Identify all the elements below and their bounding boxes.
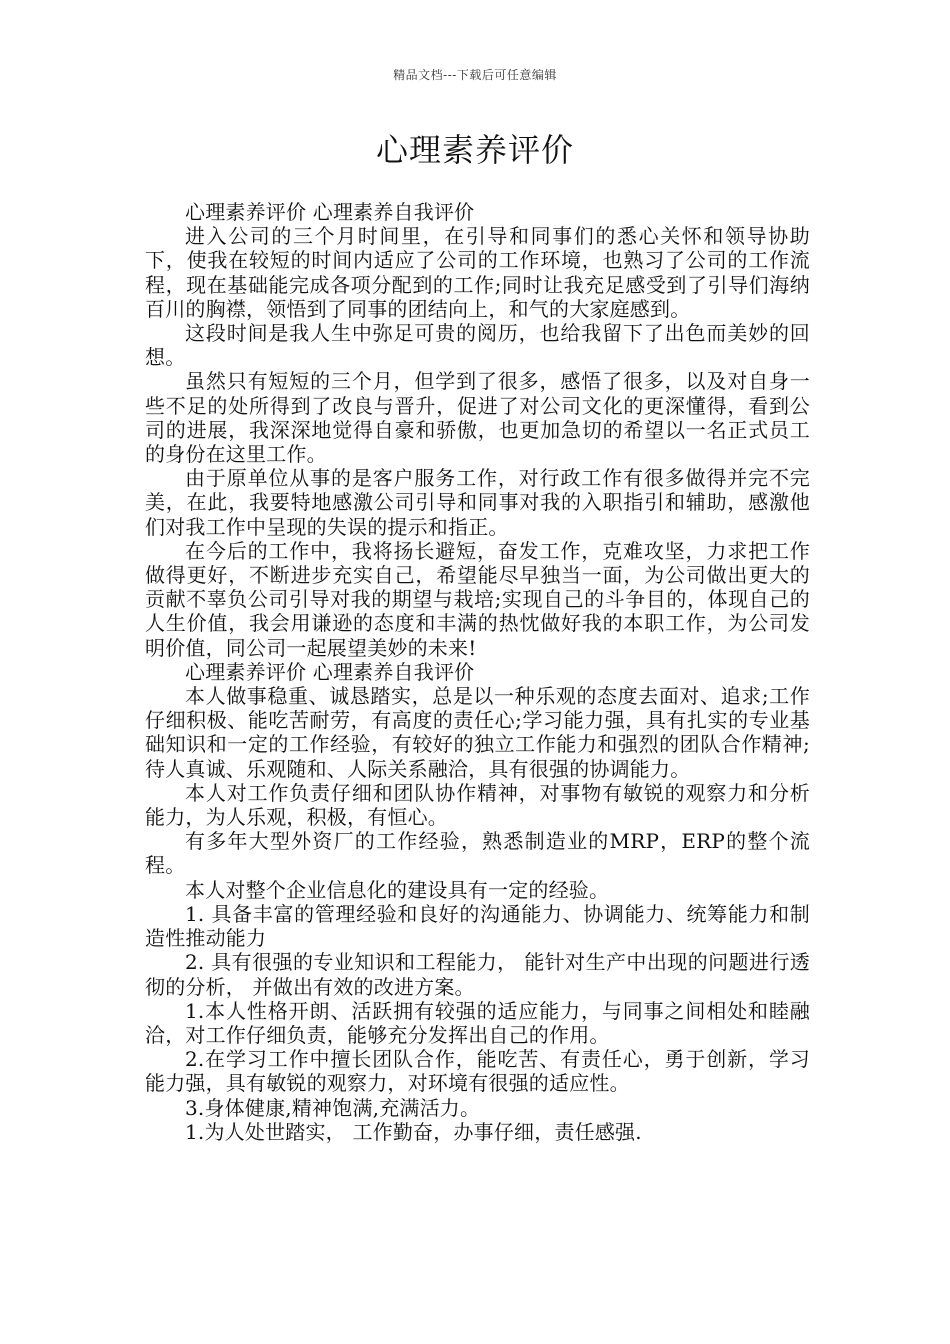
paragraph-subheading-2: 心理素养评价 心理素养自我评价 bbox=[185, 659, 475, 684]
paragraph: 在今后的工作中，我将扬长避短，奋发工作，克难攻坚，力求把工作做得更好，不断进步充实自己，希望能尽早独当一面，为公司做出更大的贡献不辜负公司引导对我的期望与栽培;实现自己的斗争目的，体现自己的人生价值，我会用谦逊的态度和丰满的热忱做好我的本职工作，为公司发明价值，同公司一起展望美妙的未来! bbox=[145, 538, 810, 660]
paragraph: 本人对整个企业信息化的建设具有一定的经验。 bbox=[185, 877, 610, 902]
paragraph-subheading-1: 心理素养评价 心理素养自我评价 bbox=[185, 200, 475, 224]
paragraph: 进入公司的三个月时间里，在引导和同事们的悉心关怀和领导协助下，使我在较短的时间内适应了公司的工作环境，也熟习了公司的工作流程，现在基础能完成各项分配到的工作;同时让我充足感受到了引导们海纳百川的胸襟，领悟到了同事的团结向上，和气的大家庭感到。 bbox=[145, 224, 810, 321]
paragraph: 本人对工作负责仔细和团队协作精神，对事物有敏锐的观察力和分析能力，为人乐观，积极，有恒心。 bbox=[145, 780, 810, 830]
list-item: 2. 具有很强的专业知识和工程能力， 能针对生产中出现的问题进行透彻的分析， 并做出有效的改进方案。 bbox=[145, 950, 810, 999]
paragraph: 有多年大型外资厂的工作经验，熟悉制造业的MRP，ERP的整个流程。 bbox=[145, 829, 810, 878]
list-item: 3.身体健康,精神饱满,充满活力。 bbox=[185, 1095, 481, 1120]
list-item: 1. 具备丰富的管理经验和良好的沟通能力、协调能力、统筹能力和制造性推动能力 bbox=[145, 901, 810, 951]
paragraph: 虽然只有短短的三个月，但学到了很多，感悟了很多，以及对自身一些不足的处所得到了改良与晋升，促进了对公司文化的更深懂得，看到公司的进展，我深深地觉得自豪和骄傲，也更加急切的希望以一名正式员工的身份在这里工作。 bbox=[145, 369, 810, 467]
list-item: 2.在学习工作中擅长团队合作，能吃苦、有责任心，勇于创新，学习能力强，具有敏锐的观察力，对环境有很强的适应性。 bbox=[145, 1047, 810, 1096]
paragraph: 本人做事稳重、诚恳踏实，总是以一种乐观的态度去面对、追求;工作仔细积极、能吃苦耐劳，有高度的责任心;学习能力强，具有扎实的专业基础知识和一定的工作经验，有较好的独立工作能力和强烈的团队合作精神;待人真诚、乐观随和、人际关系融洽，具有很强的协调能力。 bbox=[145, 684, 810, 781]
document-title: 心理素养评价 bbox=[375, 131, 574, 169]
paragraph: 由于原单位从事的是客户服务工作，对行政工作有很多做得并完不完美，在此，我要特地感激公司引导和同事对我的入职指引和辅助，感激他们对我工作中呈现的失误的提示和指正。 bbox=[145, 466, 810, 539]
document-body bbox=[145, 200, 810, 1144]
list-item: 1.本人性格开朗、活跃拥有较强的适应能力，与同事之间相处和睦融洽，对工作仔细负责，能够充分发挥出自己的作用。 bbox=[145, 998, 810, 1047]
paragraph: 这段时间是我人生中弥足可贵的阅历，也给我留下了出色而美妙的回想。 bbox=[145, 321, 810, 370]
page-header-note: 精品文档---下载后可任意编辑 bbox=[393, 68, 557, 82]
list-item: 1.为人处世踏实， 工作勤奋，办事仔细，责任感强. bbox=[185, 1119, 642, 1144]
